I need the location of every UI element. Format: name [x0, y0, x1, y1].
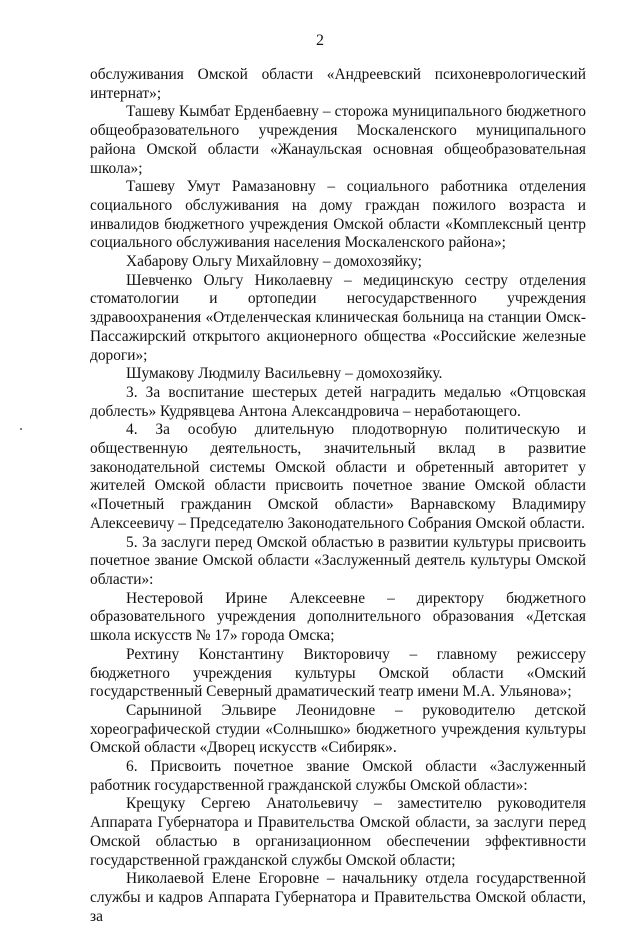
paragraph-item-4: 4. За особую длительную плодотворную политическую и общественную деятельность, значительный вклад в развитие законодательной системы Омской области и обретенный авторитет у жителей Омской области присвоить почетное звание Омской области «Почетный гражданин Омской области» Варнавскому Владимиру Алексеевичу – Председателю Законодательного Собрания Омской области. — [90, 421, 586, 532]
paragraph-item-5: 5. За заслуги перед Омской областью в развитии культуры присвоить почетное звание Омской области «Заслуженный деятель культуры Омской области»: — [90, 533, 586, 588]
margin-speck — [20, 428, 22, 430]
paragraph-sarynina: Сарыниной Эльвире Леонидовне – руководителю детской хореографической студии «Солнышко» бюджетного учреждения культуры Омской области «Дворец искусств «Сибиряк». — [90, 701, 586, 757]
page-number: 2 — [316, 32, 324, 49]
paragraph-nikolaeva: Николаевой Елене Егоровне – начальнику отдела государственной службы и кадров Аппарата Губернатора и Правительства Омской области, за — [90, 870, 586, 925]
paragraph-shevchenko: Шевченко Ольгу Николаевну – медицинскую сестру отделения стоматологии и ортопедии негосударственного учреждения здравоохранения «Отделенческая клиническая больница на станции Омск-Пассажирский открытого акционерного общества «Российские железные дороги»; — [90, 271, 586, 364]
paragraph-rekhtin: Рехтину Константину Викторовичу – главному режиссеру бюджетного учреждения культуры Омской области «Омский государственный Северный драматический театр имени М.А. Ульянова»; — [90, 645, 586, 701]
paragraph-item-6: 6. Присвоить почетное звание Омской области «Заслуженный работник государственной гражданской службы Омской области»: — [90, 758, 586, 794]
paragraph-shumakova: Шумакову Людмилу Васильевну – домохозяйку. — [126, 365, 443, 383]
paragraph-continuation: обслуживания Омской области «Андреевский психоневрологический интернат»; — [90, 66, 586, 102]
paragraph-khabarova: Хабарову Ольгу Михайловну – домохозяйку; — [126, 253, 422, 271]
paragraph-item-3: 3. За воспитание шестерых детей наградить медалью «Отцовская доблесть» Кудрявцева Антона Александровича – неработающего. — [90, 383, 586, 420]
paragraph-nesterova: Нестеровой Ирине Алексеевне – директору бюджетного образовательного учреждения дополнительного образования «Детская школа искусств № 17» города Омска; — [90, 589, 586, 645]
document-body — [90, 66, 586, 926]
paragraph-tasheva-kymbat: Ташеву Кымбат Ерденбаевну – сторожа муниципального бюджетного общеобразовательного учреждения Москаленского муниципального района Омской области «Жанаульская основная общеобразовательная школа»; — [90, 103, 586, 177]
paragraph-tasheva-umut: Ташеву Умут Рамазановну – социального работника отделения социального обслуживания на дому граждан пожилого возраста и инвалидов бюджетного учреждения Омской области «Комплексный центр социального обслуживания населения Москаленского района»; — [90, 178, 586, 252]
paragraph-kreshchuk: Крещуку Сергею Анатольевичу – заместителю руководителя Аппарата Губернатора и Правительства Омской области, за заслуги перед Омской областью в организационном обеспечении эффективности государственной гражданской службы Омской области; — [90, 795, 586, 869]
